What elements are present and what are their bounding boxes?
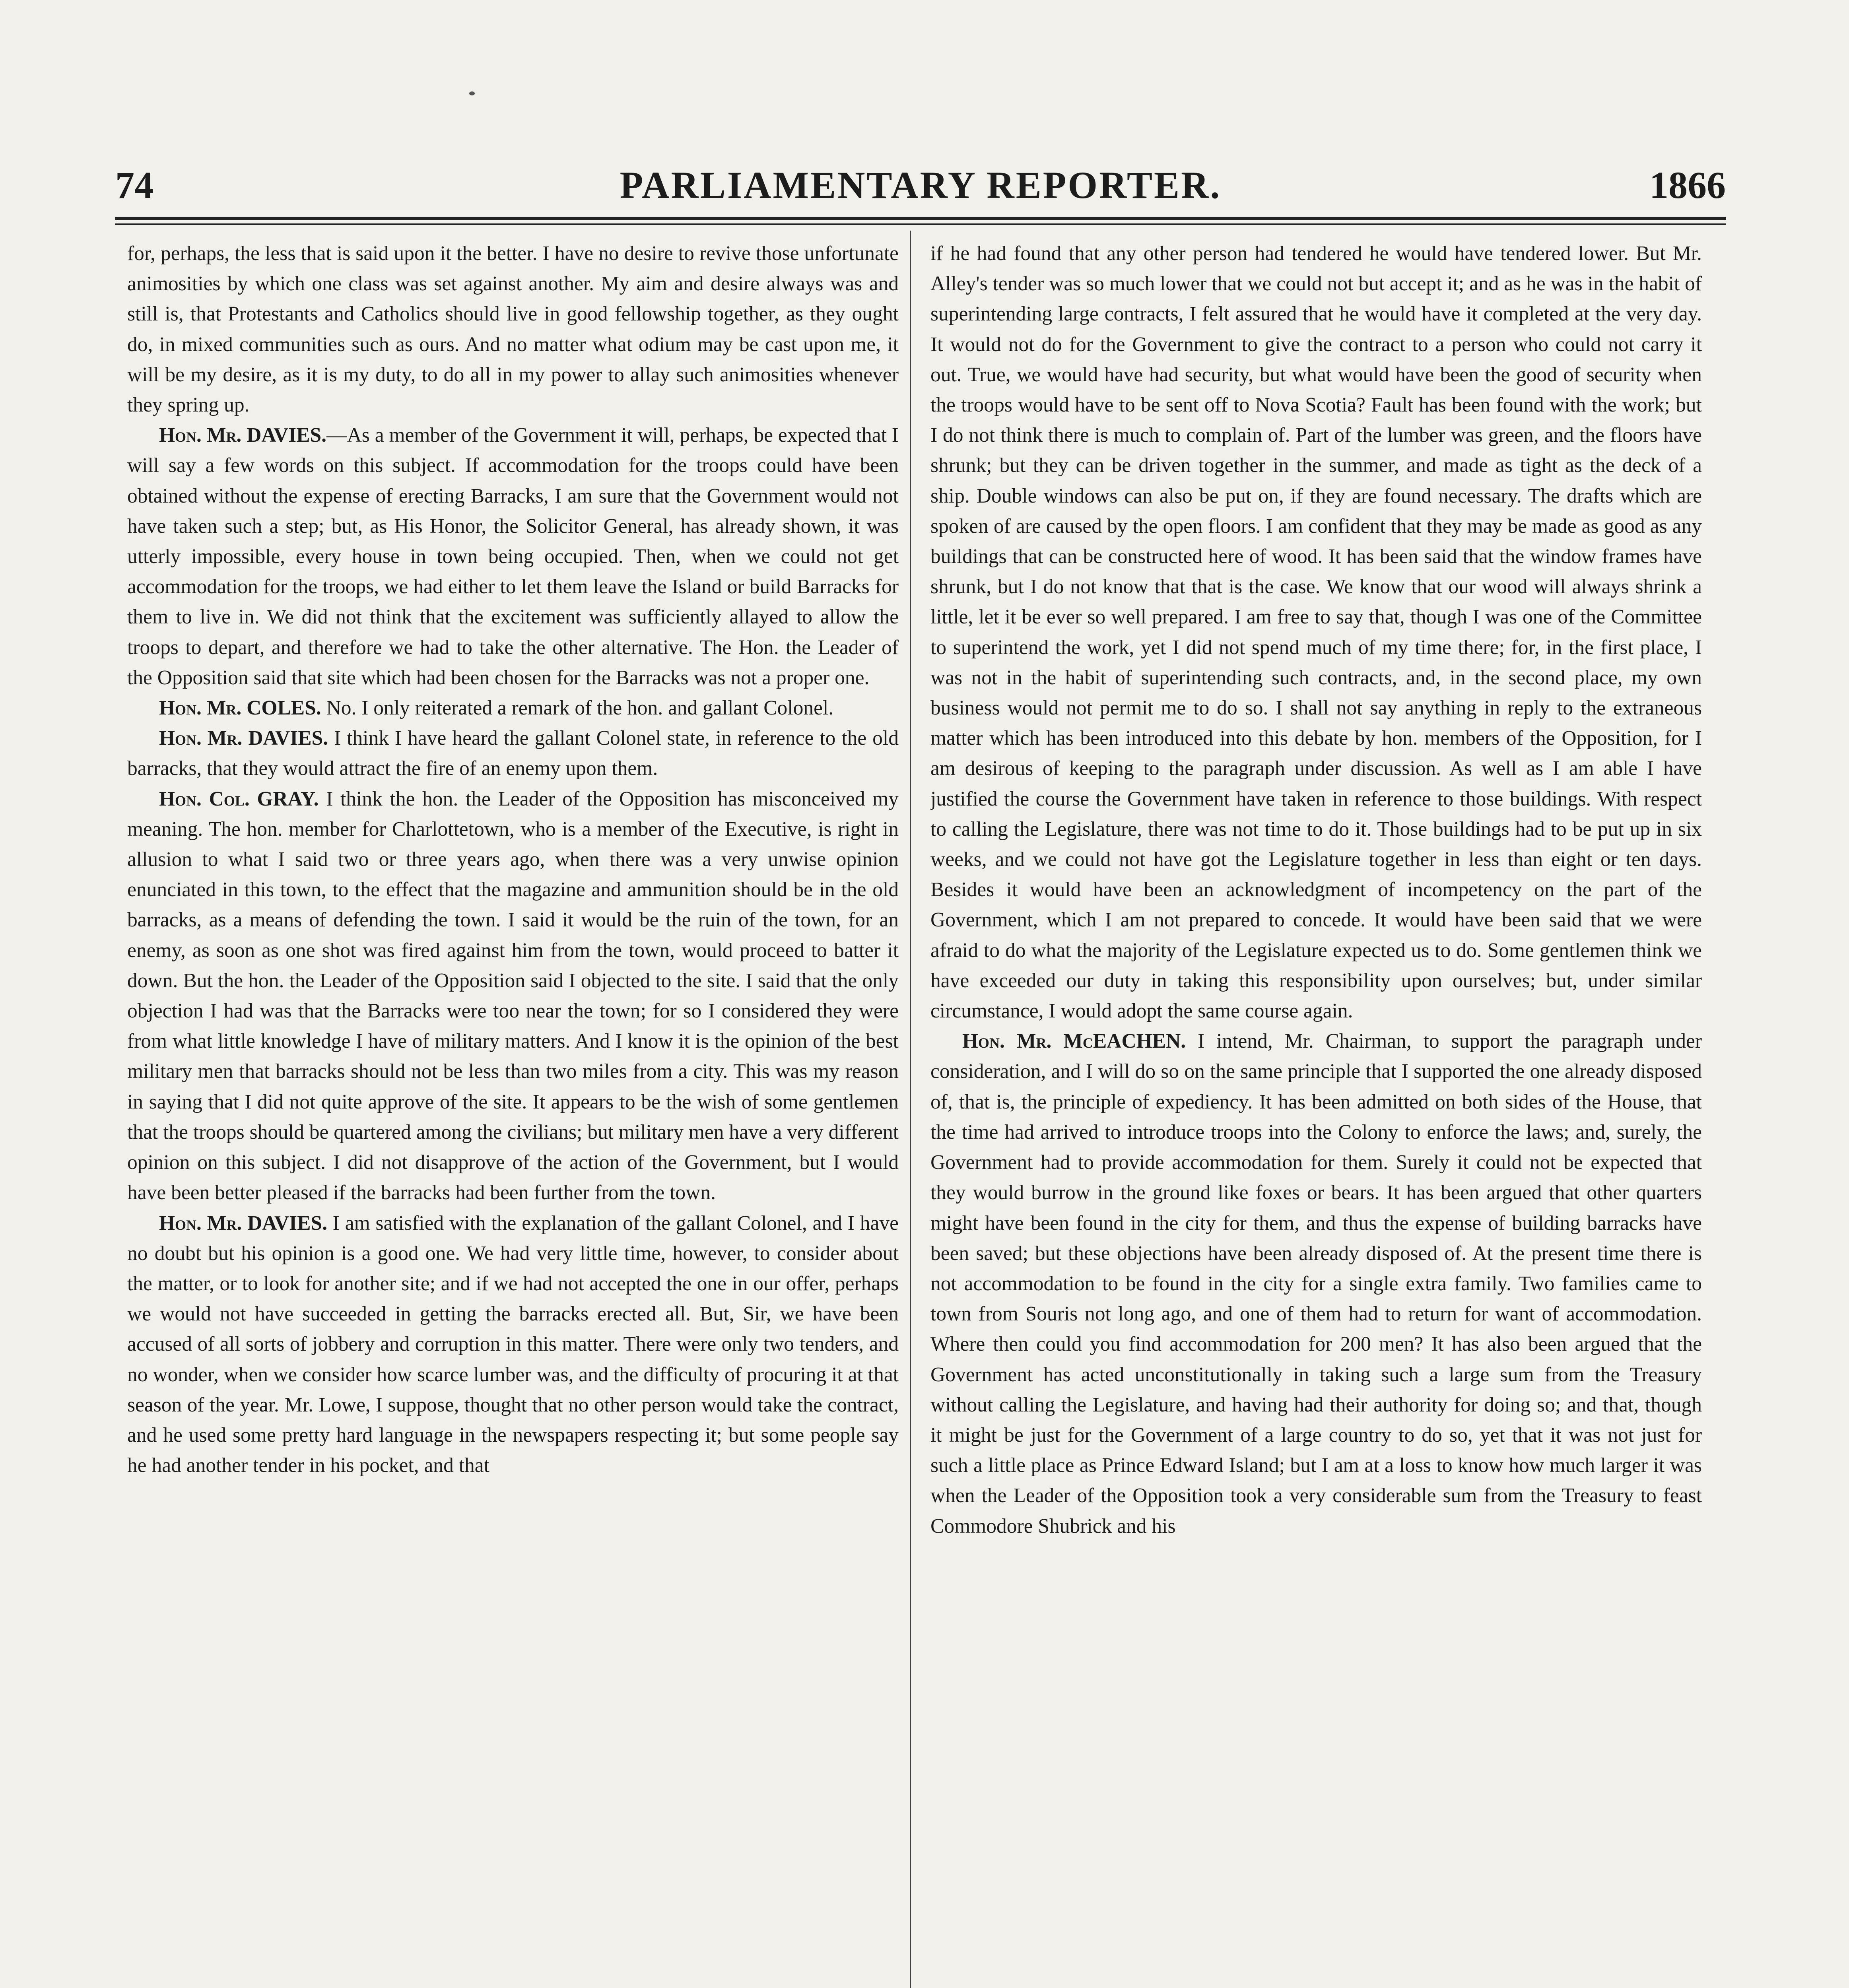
- page-number: 74: [115, 164, 153, 206]
- page-header: [115, 159, 1726, 219]
- paragraph-text: No. I only reiterated a remark of the hon. and gallant Colonel.: [321, 697, 834, 720]
- column-divider: [910, 231, 911, 1988]
- left-column: [127, 239, 899, 1988]
- paragraph-text: I think the hon. the Leader of the Opposition has misconceived my meaning. The hon. member for Charlottetown, who is a member of the Executive, is right in allusion to what I said two or three years ago, when there was a very unwise opinion enunciated in this town, to the effect that the magazine and ammunition should be in the old barracks, as a means of defending the town. I said it would be the ruin of the town, for an enemy, as soon as one shot was fired against him from the town, would proceed to batter it down. But the hon. the Leader of the Opposition said I objected to the site. I said that the only objection I had was that the Barracks were too near the town; for so I considered they were from what little knowledge I have of military matters. And I know it is the opinion of the best military men that barracks should not be less than two miles from a city. This was my reason in saying that I did not quite approve of the site. It appears to be the wish of some gentlemen that the troops should be quartered among the civilians; but military men have a very different opinion on this subject. I did not disapprove of the action of the Government, but I would have been better pleased if the barracks had been further from the town.: [127, 787, 899, 1204]
- header-rule: [115, 217, 1726, 220]
- paragraph: [930, 1026, 1702, 1541]
- paragraph: [127, 693, 899, 723]
- paragraph: [127, 784, 899, 1208]
- speaker-name: Hon. Mr. DAVIES.: [159, 424, 327, 447]
- speaker-name: Hon. Col. GRAY.: [159, 787, 319, 810]
- right-column: [930, 239, 1702, 1988]
- speaker-name: Hon. Mr. DAVIES.: [159, 1211, 327, 1235]
- ink-speck: [469, 91, 475, 95]
- paragraph: [127, 723, 899, 784]
- paragraph-text: —As a member of the Government it will, perhaps, be expected that I will say a few words on this subject. If accommodation for the troops could have been obtained without the expense of erecting Barracks, I am sure that the Government would not have taken such a step; but, as His Honor, the Solicitor General, has already shown, it was utterly impossible, every house in town being occupied. Then, when we could not get accommodation for the troops, we had either to let them leave the Island or build Barracks for them to live in. We did not think that the excitement was sufficiently allayed to allow the troops to depart, and therefore we had to take the other alternative. The Hon. the Leader of the Opposition said that site which had been chosen for the Barracks was not a proper one.: [127, 424, 899, 689]
- paragraph: [127, 239, 899, 420]
- paragraph-text: I am satisfied with the explanation of the gallant Colonel, and I have no doubt but his opinion is a good one. We had very little time, however, to consider about the matter, or to look for another site; and if we had not accepted the one in our offer, perhaps we would not have succeeded in getting the barracks erected all. But, Sir, we have been accused of all sorts of jobbery and corruption in this matter. There were only two tenders, and no wonder, when we consider how scarce lumber was, and the difficulty of procuring it at that season of the year. Mr. Lowe, I suppose, thought that no other person would take the contract, and he used some pretty hard language in the newspapers respecting it; but some people say he had another tender in his pocket, and that: [127, 1211, 899, 1477]
- paragraph-text: I think I have heard the gallant Colonel state, in reference to the old barracks, that they would attract the fire of an enemy upon them.: [127, 727, 899, 780]
- paragraph-text: if he had found that any other person had tendered he would have tendered lower. But Mr. Alley's tender was so much lower that we could not but accept it; and as he was in the habit of superintending large contracts, I felt assured that he would have it completed at the very day. It would not do for the Government to give the contract to a person who could not carry it out. True, we would have had security, but what would have been the good of security when the troops would have to be sent off to Nova Scotia? Fault has been found with the work; but I do not think there is much to complain of. Part of the lumber was green, and the floors have shrunk; but they can be driven together in the summer, and made as tight as the deck of a ship. Double windows can also be put on, if they are found necessary. The drafts which are spoken of are caused by the open floors. I am confident that they may be made as good as any buildings that can be constructed here of wood. It has been said that the window frames have shrunk, but I do not know that that is the case. We know that our wood will always shrink a little, let it be ever so well prepared. I am free to say that, though I was one of the Committee to superintend the work, yet I did not spend much of my time there; for, in the first place, I was not in the habit of superintending such contracts, and, in the second place, my own business would not permit me to do so. I shall not say anything in reply to the extraneous matter which has been introduced into this debate by hon. members of the Opposition, for I am desirous of keeping to the paragraph under discussion. As well as I am able I have justified the course the Government have taken in reference to those buildings. With respect to calling the Legislature, there was not time to do it. Those buildings had to be put up in six weeks, and we could not have got the Legislature together in less than eight or ten days. Besides it would have been an acknowledgment of incompetency on the part of the Government, which I am not prepared to concede. It would have been said that we were afraid to do what the majority of the Legislature expected us to do. Some gentlemen think we have exceeded our duty in taking this responsibility upon ourselves; but, under similar circumstance, I would adopt the same course again.: [930, 242, 1702, 1023]
- year: 1866: [1649, 164, 1726, 206]
- paragraph: [127, 420, 899, 693]
- speaker-name: Hon. Mr. McEACHEN.: [962, 1030, 1186, 1053]
- paragraph: [127, 1208, 899, 1481]
- paragraph-text: for, perhaps, the less that is said upon it the better. I have no desire to revive those unfortunate animosities by which one class was set against another. My aim and desire always was and still is, that Protestants and Catholics should live in good fellowship together, as they ought do, in mixed communities such as ours. And no matter what odium may be cast upon me, it will be my desire, as it is my duty, to do all in my power to allay such animosities whenever they spring up.: [127, 242, 899, 417]
- header-rule-thin: [115, 223, 1726, 225]
- publication-title: PARLIAMENTARY REPORTER.: [620, 164, 1222, 206]
- speaker-name: Hon. Mr. COLES.: [159, 697, 321, 720]
- speaker-name: Hon. Mr. DAVIES.: [159, 727, 328, 750]
- paragraph-text: I intend, Mr. Chairman, to support the paragraph under consideration, and I will do so on the same principle that I supported the one already disposed of, that is, the principle of expediency. It has been admitted on both sides of the House, that the time had arrived to introduce troops into the Colony to enforce the laws; and, surely, the Government had to provide accommodation for them. Surely it could not be expected that they would burrow in the ground like foxes or bears. It has been argued that other quarters might have been found in the city for them, and thus the expense of building barracks have been saved; but these objections have been already disposed of. At the present time there is not accommodation to be found in the city for a single extra family. Two families came to town from Souris not long ago, and one of them had to return for want of accommodation. Where then could you find accommodation for 200 men? It has also been argued that the Government has acted unconstitutionally in taking such a large sum from the Treasury without calling the Legislature, and having had their authority for doing so; and that, though it might be just for the Government of a large country to do so, yet that it was not just for such a little place as Prince Edward Island; but I am at a loss to know how much larger it was when the Leader of the Opposition took a very considerable sum from the Treasury to feast Commodore Shubrick and his: [930, 1030, 1702, 1538]
- paragraph: [930, 239, 1702, 1026]
